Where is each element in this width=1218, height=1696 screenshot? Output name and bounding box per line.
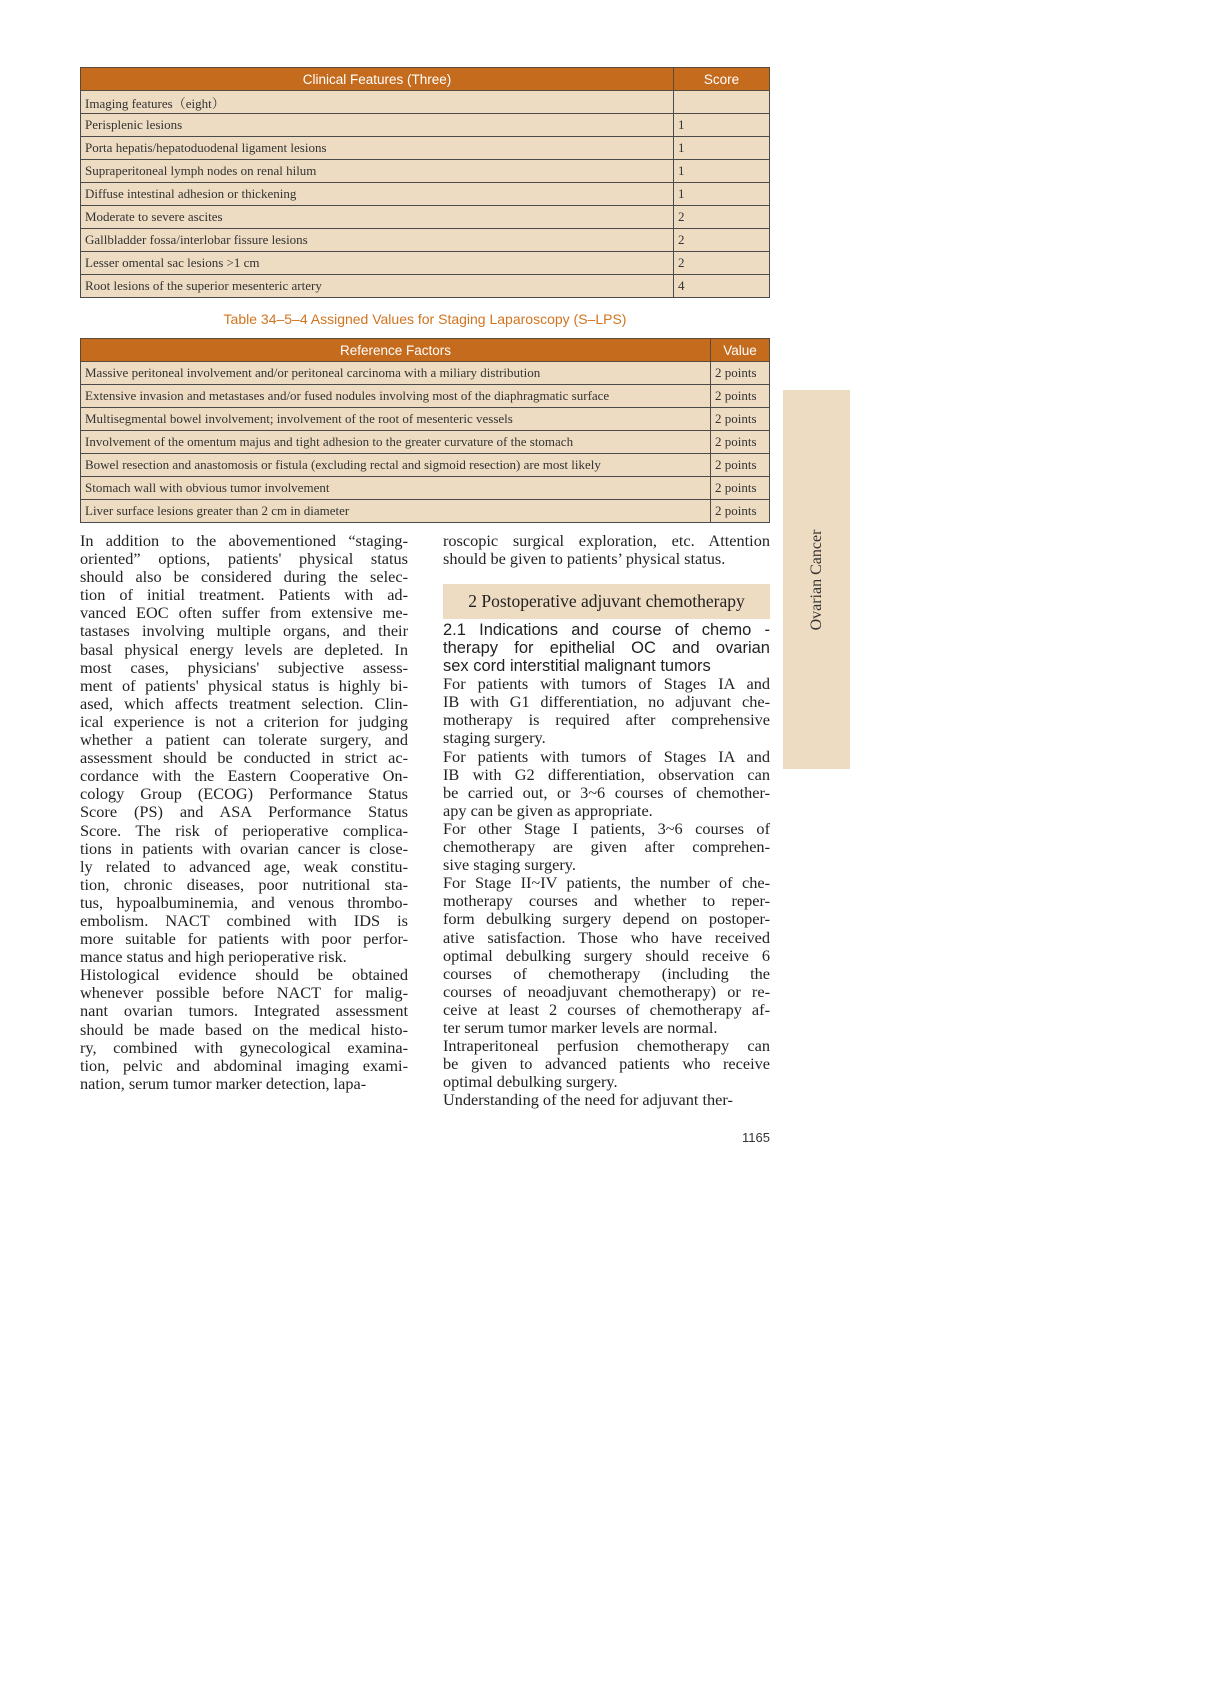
text-line: Score (PS) and ASA Performance Status: [80, 802, 408, 822]
text-line: be carried out, or 3~6 courses of chemother-: [443, 782, 770, 802]
text-line: should also be considered during the selec-: [80, 567, 408, 587]
column-header: Value: [711, 339, 770, 362]
text-line: courses of chemotherapy (including the: [443, 963, 770, 983]
table-row: [81, 91, 770, 114]
column-header: Clinical Features (Three): [81, 68, 674, 91]
row-label: Gallbladder fossa/interlobar fissure lesions: [81, 229, 674, 252]
text-line: mance status and high perioperative risk.: [80, 947, 347, 967]
column-header: Score: [674, 68, 770, 91]
row-value: 2 points: [711, 408, 770, 431]
table-row: [81, 362, 770, 385]
text-line: sive staging surgery.: [443, 855, 576, 875]
text-line: tastases involving multiple organs, and their: [80, 621, 408, 641]
table-row: [81, 408, 770, 431]
text-line: nation, serum tumor marker detection, lapa-: [80, 1073, 367, 1093]
paragraph: [80, 966, 408, 1093]
table-row: [81, 431, 770, 454]
text-line: Score. The risk of perioperative complica-: [80, 820, 408, 840]
row-label: Diffuse intestinal adhesion or thickening: [81, 183, 674, 206]
row-label: Root lesions of the superior mesenteric artery: [81, 275, 674, 298]
section-heading: 2 Postoperative adjuvant chemotherapy: [443, 584, 770, 619]
text-line: nant ovarian tumors. Integrated assessment: [80, 1001, 408, 1021]
text-line: optimal debulking surgery.: [443, 1072, 618, 1092]
subsection-heading: [443, 621, 770, 675]
row-value: 1: [674, 160, 770, 183]
row-label: Imaging features（eight）: [81, 91, 674, 114]
text-line: ative satisfaction. Those who have received: [443, 927, 770, 947]
text-line: IB with G1 differentiation, no adjuvant che-: [443, 692, 770, 712]
column-header: Reference Factors: [81, 339, 711, 362]
paragraph: [443, 675, 770, 747]
row-label: Supraperitoneal lymph nodes on renal hilum: [81, 160, 674, 183]
text-line: motherapy courses and whether to reper-: [443, 891, 770, 911]
paragraph: [443, 748, 770, 820]
row-value: 2 points: [711, 362, 770, 385]
row-value: 2: [674, 229, 770, 252]
heading-line: therapy for epithelial OC and ovarian: [443, 639, 770, 658]
row-value: [674, 91, 770, 114]
paragraph: [443, 1091, 770, 1109]
table-row: [81, 160, 770, 183]
text-line: ased, which affects treatment selection. Clin-: [80, 693, 408, 713]
text-line: ical experience is not a criterion for judging: [80, 711, 408, 731]
text-line: embolism. NACT combined with IDS is: [80, 910, 408, 930]
reference-factors-table: [80, 338, 770, 523]
table-row: [81, 137, 770, 160]
table-row: [81, 477, 770, 500]
row-label: Massive peritoneal involvement and/or peritoneal carcinoma with a miliary distribution: [81, 362, 711, 385]
table-row: [81, 454, 770, 477]
table-row: [81, 252, 770, 275]
text-line: tion, chronic diseases, poor nutritional sta-: [80, 874, 408, 894]
table-row: [81, 229, 770, 252]
text-line: should be given to patients’ physical status.: [443, 549, 726, 569]
text-line: basal physical energy levels are depleted. In: [80, 639, 408, 659]
side-tab-label: Ovarian Cancer: [807, 529, 825, 631]
left-text-column: [80, 532, 408, 1093]
text-line: In addition to the abovementioned “staging-: [80, 531, 408, 550]
text-line: be given to advanced patients who receive: [443, 1054, 770, 1074]
row-value: 4: [674, 275, 770, 298]
heading-line: sex cord interstitial malignant tumors: [443, 657, 711, 676]
row-label: Stomach wall with obvious tumor involvement: [81, 477, 711, 500]
text-line: For patients with tumors of Stages IA and: [443, 746, 770, 766]
text-line: ceive at least 2 courses of chemotherapy af-: [443, 999, 770, 1019]
text-line: tion, pelvic and abdominal imaging exami-: [80, 1055, 408, 1075]
text-line: tions in patients with ovarian cancer is close-: [80, 838, 408, 858]
row-label: Moderate to severe ascites: [81, 206, 674, 229]
text-line: tus, hypoalbuminemia, and venous thrombo-: [80, 892, 408, 912]
row-label: Extensive invasion and metastases and/or fused nodules involving most of the diaphragmatic surface: [81, 385, 711, 408]
row-value: 2 points: [711, 385, 770, 408]
chapter-side-tab: [783, 390, 850, 769]
text-line: tion of initial treatment. Patients with ad-: [80, 585, 408, 605]
row-label: Multisegmental bowel involvement; involvement of the root of mesenteric vessels: [81, 408, 711, 431]
row-value: 1: [674, 114, 770, 137]
page-number: 1165: [742, 1130, 770, 1145]
text-line: ry, combined with gynecological examina-: [80, 1037, 408, 1057]
text-line: whether a patient can tolerate surgery, and: [80, 730, 408, 750]
row-label: Involvement of the omentum majus and tight adhesion to the greater curvature of the stomach: [81, 431, 711, 454]
row-value: 1: [674, 137, 770, 160]
paragraph: [443, 532, 770, 568]
text-line: cordance with the Eastern Cooperative On-: [80, 766, 408, 786]
table-row: [81, 275, 770, 298]
text-line: motherapy is required after comprehensive: [443, 710, 770, 730]
row-label: Liver surface lesions greater than 2 cm in diameter: [81, 500, 711, 523]
text-line: apy can be given as appropriate.: [443, 800, 653, 820]
paragraph: [443, 1037, 770, 1091]
text-line: For other Stage I patients, 3~6 courses of: [443, 818, 770, 838]
row-label: Perisplenic lesions: [81, 114, 674, 137]
clinical-features-table: [80, 67, 770, 298]
row-label: Porta hepatis/hepatoduodenal ligament lesions: [81, 137, 674, 160]
table-row: [81, 206, 770, 229]
row-value: 2 points: [711, 454, 770, 477]
text-line: ly related to advanced age, weak constitu-: [80, 856, 408, 876]
row-value: 2 points: [711, 431, 770, 454]
text-line: ment of patients' physical status is highly bi-: [80, 675, 408, 695]
row-value: 1: [674, 183, 770, 206]
table-row: [81, 114, 770, 137]
row-value: 2: [674, 206, 770, 229]
text-line: should be made based on the medical histo-: [80, 1019, 408, 1039]
text-line: courses of neoadjuvant chemotherapy) or re-: [443, 981, 770, 1001]
right-text-column: [443, 532, 770, 1109]
text-line: ter serum tumor marker levels are normal.: [443, 1017, 718, 1037]
text-line: Understanding of the need for adjuvant ther-: [443, 1090, 733, 1110]
table-row: [81, 183, 770, 206]
text-line: Histological evidence should be obtained: [80, 965, 408, 985]
text-line: staging surgery.: [443, 728, 546, 748]
text-line: Intraperitoneal perfusion chemotherapy can: [443, 1036, 770, 1056]
heading-line: 2.1 Indications and course of chemo -: [443, 621, 770, 640]
table-row: [81, 500, 770, 523]
text-line: vanced EOC often suffer from extensive me-: [80, 603, 408, 623]
text-line: chemotherapy are given after comprehen-: [443, 837, 770, 857]
text-line: form debulking surgery depend on postoper-: [443, 909, 770, 929]
paragraph: [80, 532, 408, 966]
text-line: optimal debulking surgery should receive 6: [443, 945, 770, 965]
row-label: Bowel resection and anastomosis or fistula (excluding rectal and sigmoid resection) are most likely: [81, 454, 711, 477]
row-label: Lesser omental sac lesions >1 cm: [81, 252, 674, 275]
text-line: assessment should be conducted in strict ac-: [80, 748, 408, 768]
row-value: 2 points: [711, 500, 770, 523]
table-row: [81, 385, 770, 408]
text-line: For Stage II~IV patients, the number of che-: [443, 873, 770, 893]
text-line: oriented” options, patients' physical status: [80, 549, 408, 569]
table-caption: Table 34–5–4 Assigned Values for Staging Laparoscopy (S–LPS): [223, 311, 627, 327]
text-line: more suitable for patients with poor perfor-: [80, 929, 408, 949]
text-line: whenever possible before NACT for malig-: [80, 983, 408, 1003]
row-value: 2 points: [711, 477, 770, 500]
text-line: roscopic surgical exploration, etc. Attention: [443, 531, 770, 550]
paragraph: [443, 874, 770, 1037]
text-line: For patients with tumors of Stages IA and: [443, 674, 770, 694]
paragraph: [443, 820, 770, 874]
text-line: IB with G2 differentiation, observation can: [443, 764, 770, 784]
row-value: 2: [674, 252, 770, 275]
text-line: cology Group (ECOG) Performance Status: [80, 784, 408, 804]
text-line: most cases, physicians' subjective assess-: [80, 657, 408, 677]
